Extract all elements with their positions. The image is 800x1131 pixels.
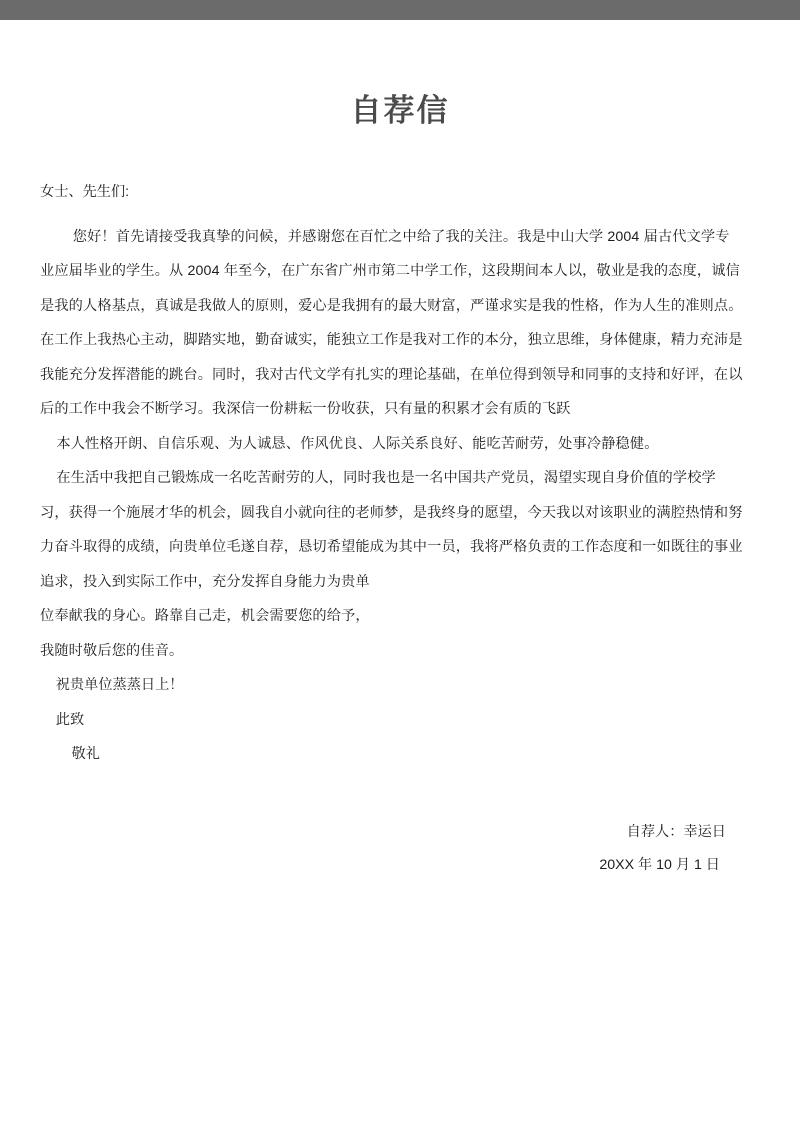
paragraph-line: 力奋斗取得的成绩，向贵单位毛遂自荐，恳切希望能成为其中一员，我将严格负责的工作态度和一如既往的事业 <box>40 539 743 556</box>
spacer <box>40 210 760 220</box>
document-content <box>0 20 800 882</box>
signature-block <box>40 772 760 882</box>
closing-jingli: 敬礼 <box>40 746 100 763</box>
paragraph-3 <box>40 461 760 668</box>
signature-date: 20XX 年 10 月 1 日 <box>599 856 720 873</box>
header-bar <box>0 0 800 20</box>
paragraph-line: 我随时敬后您的佳音。 <box>40 642 184 659</box>
page-title: 自荐信 <box>350 93 450 128</box>
closing-wish: 祝贵单位蒸蒸日上！ <box>40 677 184 694</box>
paragraph-line: 是我的人格基点，真诚是我做人的原则，爱心是我拥有的最大财富，严谨求实是我的性格，作为人生的准则点。 <box>40 297 743 314</box>
signature-author: 自荐人：幸运日 <box>626 823 726 840</box>
paragraph-line: 位奉献我的身心。路靠自己走，机会需要您的给予， <box>40 608 370 625</box>
paragraph-2 <box>40 427 760 462</box>
paragraph-line: 业应届毕业的学生。从 2004 年至今，在广东省广州市第二中学工作，这段期间本人以，敬业是我的态度，诚信 <box>40 263 740 280</box>
closing-block <box>40 668 760 772</box>
letter-body <box>40 129 760 772</box>
paragraph-line: 习，获得一个施展才华的机会，圆我自小就向往的老师梦，是我终身的愿望，今天我以对该职业的满腔热情和努 <box>40 504 743 521</box>
paragraph-line: 后的工作中我会不断学习。我深信一份耕耘一份收获，只有量的积累才会有质的飞跃 <box>40 401 571 418</box>
closing-cizhi: 此致 <box>40 711 85 728</box>
paragraph-line: 在工作上我热心主动，脚踏实地，勤奋诚实，能独立工作是我对工作的本分，独立思维，身体健康，精力充沛是 <box>40 332 743 349</box>
paragraph-line: 在生活中我把自己锻炼成一名吃苦耐劳的人，同时我也是一名中国共产党员，渴望实现自身价值的学校学 <box>40 470 716 487</box>
paragraph-1 <box>40 220 760 427</box>
paragraph-line: 本人性格开朗、自信乐观、为人诚恳、作风优良、人际关系良好、能吃苦耐劳，处事冷静稳健。 <box>40 435 659 452</box>
paragraph-line: 追求，投入到实际工作中，充分发挥自身能力为贵单 <box>40 573 370 590</box>
paragraph-line: 我能充分发挥潜能的跳台。同时，我对古代文学有扎实的理论基础，在单位得到领导和同事的支持和好评，在以 <box>40 366 743 383</box>
salutation: 女士、先生们: <box>40 184 130 201</box>
paragraph-line: 您好！首先请接受我真挚的问候，并感谢您在百忙之中给了我的关注。我是中山大学 2004 届古代文学专 <box>40 228 730 245</box>
